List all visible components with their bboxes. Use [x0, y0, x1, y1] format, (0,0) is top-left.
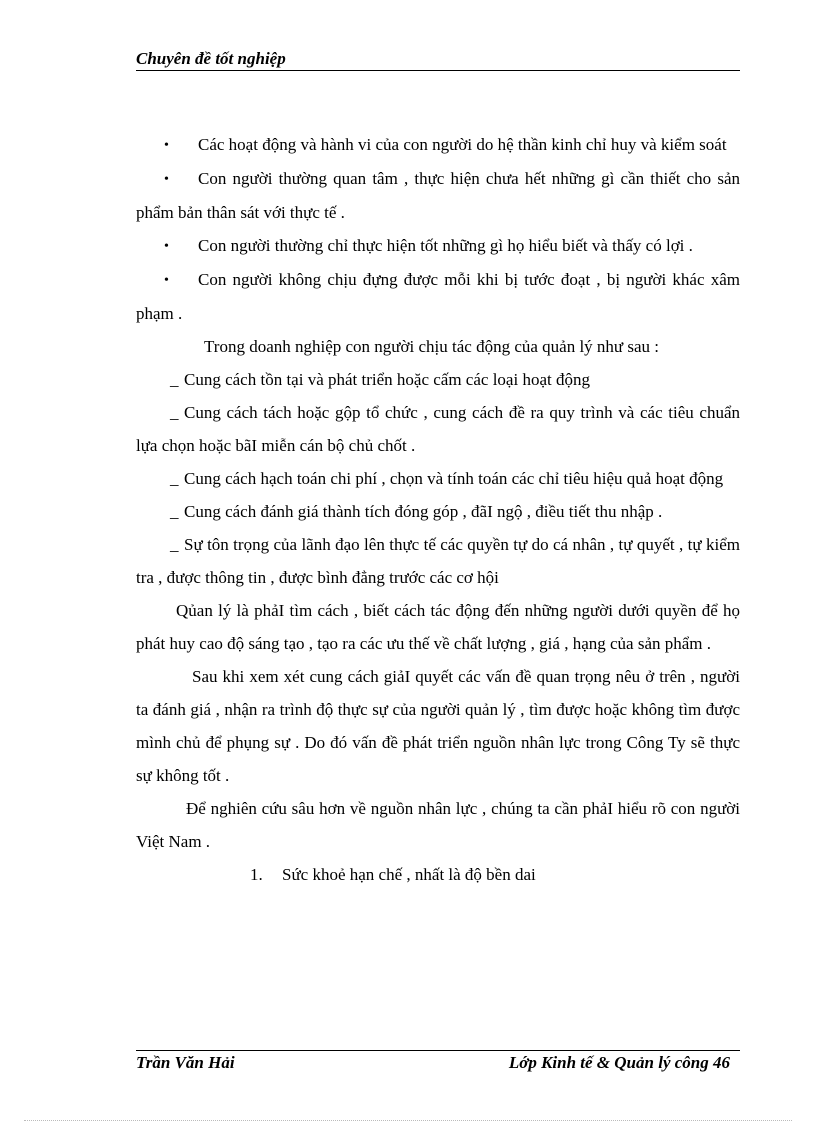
- page-footer: [136, 1050, 740, 1075]
- header-title: Chuyên đề tốt nghiệp: [136, 49, 286, 68]
- paragraph-management: Qủan lý là phảI tìm cách , biết cách tác động đến những người dưới quyền để họ phát huy cao độ sáng tạo , tạo ra các ưu thế về chất lượng , giá , hạng của sản phẩm .: [136, 601, 740, 653]
- paragraph-text: Cung cách đánh giá thành tích đóng góp , đãI ngộ , điều tiết thu nhập .: [184, 502, 663, 521]
- paragraph-dash: [136, 495, 740, 528]
- paragraph-text: Sức khoẻ hạn chế , nhất là độ bền dai: [282, 865, 536, 884]
- paragraph-dash: [136, 462, 740, 495]
- dash-icon: _: [170, 502, 179, 521]
- paragraph-text: Con người thường chỉ thực hiện tốt những gì họ hiểu biết và thấy có lợi .: [198, 236, 693, 255]
- paragraph-text: Các hoạt động và hành vi của con người do hệ thần kinh chỉ huy và kiểm soát: [198, 135, 727, 154]
- item-number: 1.: [250, 865, 263, 884]
- dash-icon: _: [170, 403, 179, 422]
- footer-class: Lớp Kinh tế & Quản lý công 46: [508, 1053, 730, 1072]
- paragraph-bullet: [136, 162, 740, 229]
- document-body: [136, 128, 740, 891]
- footer-author: Trần Văn Hải: [136, 1053, 235, 1072]
- paragraph-assessment: Sau khi xem xét cung cách giảI quyết các vấn đề quan trọng nêu ở trên , người ta đánh giá , nhận ra trình độ thực sự của người quản lý , tìm được hoặc không tìm được mình chủ để phụng sự . Do đó vấn đề phát triển nguồn nhân lực trong Công Ty sẽ thực sự không tốt .: [136, 667, 740, 785]
- paragraph-bullet: [136, 128, 740, 162]
- paragraph-text: Con người không chịu đựng được mỗi khi bị tước đoạt , bị người khác xâm phạm .: [136, 270, 740, 323]
- paragraph-dash: [136, 396, 740, 462]
- paragraph-bullet: [136, 229, 740, 263]
- dash-icon: _: [170, 370, 179, 389]
- paragraph-dash: [136, 363, 740, 396]
- paragraph-text: Cung cách tách hoặc gộp tổ chức , cung cách đề ra quy trình và các tiêu chuẩn lựa chọn hoặc bãI miễn cán bộ chủ chốt .: [136, 403, 740, 455]
- paragraph-intro: Trong doanh nghiệp con người chịu tác động của quản lý như sau :: [204, 337, 660, 356]
- dash-icon: _: [170, 469, 179, 488]
- bullet-icon: •: [164, 138, 169, 153]
- paragraph-bullet: [136, 263, 740, 330]
- dash-icon: _: [170, 535, 179, 554]
- paragraph-text: Cung cách tồn tại và phát triển hoặc cấm các loại hoạt động: [184, 370, 590, 389]
- paragraph-research: Để nghiên cứu sâu hơn về nguồn nhân lực , chúng ta cần phảI hiểu rõ con người Việt Nam .: [136, 799, 740, 851]
- paragraph-text: Con người thường quan tâm , thực hiện chưa hết những gì cần thiết cho sản phẩm bản thân sát với thực tế .: [136, 169, 740, 222]
- bullet-icon: •: [164, 172, 169, 187]
- paragraph-text: Sự tôn trọng của lãnh đạo lên thực tế các quyền tự do cá nhân , tự quyết , tự kiểm tra , được thông tin , được bình đẳng trước các cơ hội: [136, 535, 740, 587]
- bullet-icon: •: [164, 239, 169, 254]
- page-header: [136, 48, 740, 71]
- page-edge-divider: [24, 1120, 792, 1121]
- bullet-icon: •: [164, 273, 169, 288]
- paragraph-text: Cung cách hạch toán chi phí , chọn và tính toán các chỉ tiêu hiệu quả hoạt động: [184, 469, 724, 488]
- paragraph-dash: [136, 528, 740, 594]
- numbered-item: [136, 858, 740, 891]
